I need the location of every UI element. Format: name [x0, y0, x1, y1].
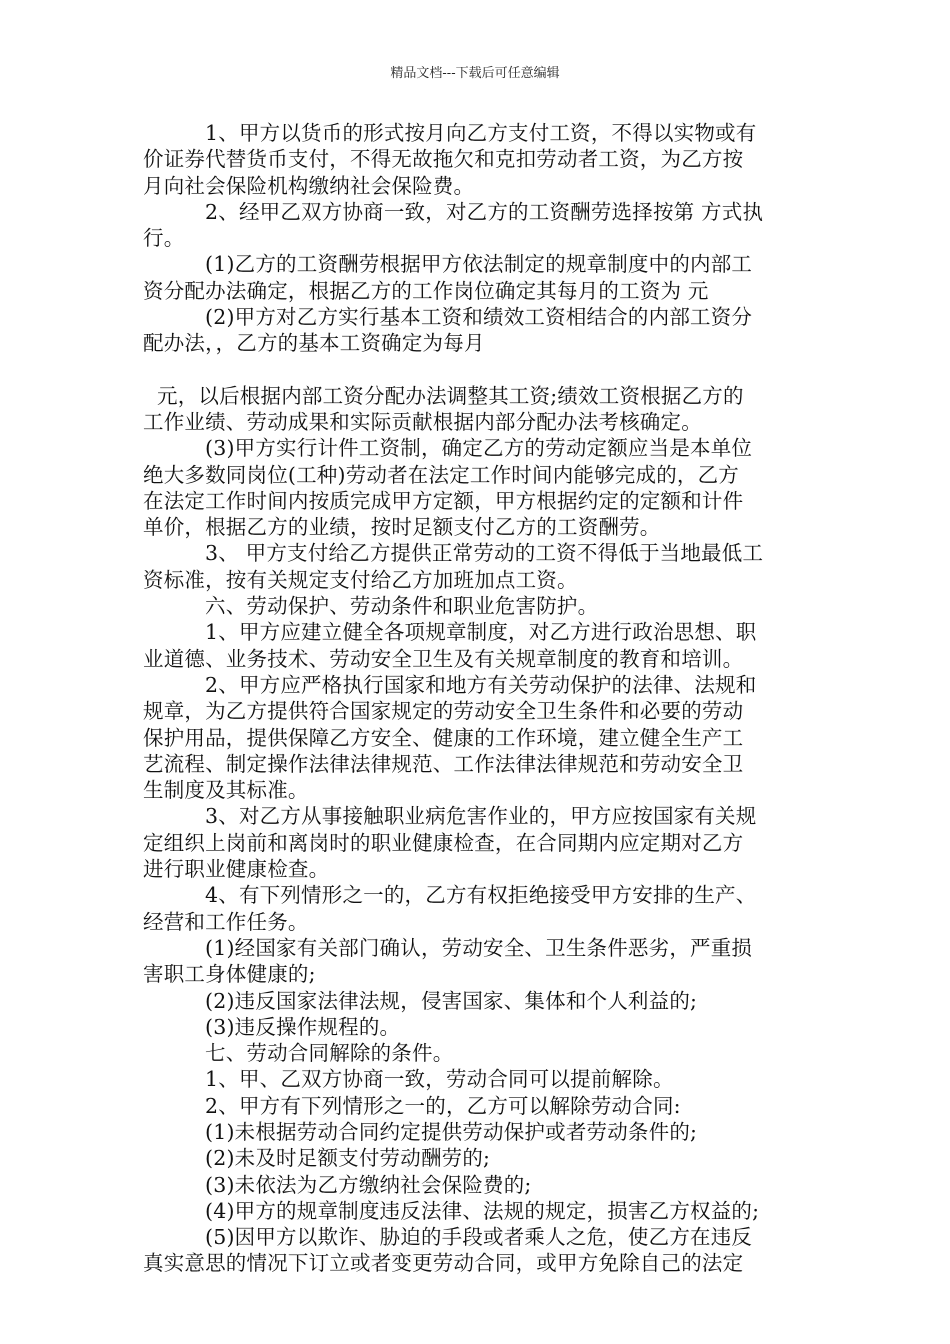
paragraph-line: (3)未依法为乙方缴纳社会保险费的; — [205, 1172, 532, 1197]
paragraph-line: 真实意思的情况下订立或者变更劳动合同，或甲方免除自己的法定 — [143, 1251, 744, 1276]
paragraph-line: 资标准，按有关规定支付给乙方加班加点工资。 — [143, 567, 578, 592]
document-body — [143, 120, 813, 1277]
paragraph-line: 2、甲方有下列情形之一的，乙方可以解除劳动合同: — [205, 1093, 681, 1118]
paragraph-line: (2)违反国家法律法规，侵害国家、集体和个人利益的; — [205, 988, 698, 1013]
paragraph-line: 在法定工作时间内按质完成甲方定额，甲方根据约定的定额和计件 — [143, 488, 744, 513]
paragraph-line: 1、甲方应建立健全各项规章制度，对乙方进行政治思想、职 — [205, 620, 757, 645]
paragraph-line: 经营和工作任务。 — [143, 909, 309, 934]
section-heading: 六、劳动保护、劳动条件和职业危害防护。 — [205, 594, 599, 619]
paragraph-line: 配办法，，乙方的基本工资确定为每月 — [143, 331, 485, 356]
paragraph-line: 单价，根据乙方的业绩，按时足额支付乙方的工资酬劳。 — [143, 515, 661, 540]
paragraph-line: 资分配办法确定，根据乙方的工作岗位确定其每月的工资为 元 — [143, 278, 709, 303]
paragraph-line: 定组织上岗前和离岗时的职业健康检查，在合同期内应定期对乙方 — [143, 830, 744, 855]
paragraph-line: 行。 — [143, 226, 185, 251]
paragraph-line: 保护用品，提供保障乙方安全、健康的工作环境，建立健全生产工 — [143, 725, 744, 750]
paragraph-line: 3、 甲方支付给乙方提供正常劳动的工资不得低于当地最低工 — [205, 541, 764, 566]
paragraph-line: (3)违反操作规程的。 — [205, 1014, 401, 1039]
paragraph-line: 绝大多数同岗位(工种)劳动者在法定工作时间内能够完成的，乙方 — [143, 462, 739, 487]
paragraph-line: (4)甲方的规章制度违反法律、法规的规定，损害乙方权益的; — [205, 1198, 760, 1223]
paragraph-line: 月向社会保险机构缴纳社会保险费。 — [143, 173, 475, 198]
paragraph-line: (2)未及时足额支付劳动酬劳的; — [205, 1146, 491, 1171]
paragraph-line: 害职工身体健康的; — [143, 962, 316, 987]
paragraph-line: 1、甲方以货币的形式按月向乙方支付工资，不得以实物或有 — [205, 121, 757, 145]
paragraph-line: 进行职业健康检查。 — [143, 857, 330, 882]
paragraph-line: 艺流程、制定操作法律法律规范、工作法律法律规范和劳动安全卫 — [143, 751, 744, 776]
paragraph-line: 2、甲方应严格执行国家和地方有关劳动保护的法律、法规和 — [205, 672, 757, 697]
paragraph-line: (1)未根据劳动合同约定提供劳动保护或者劳动条件的; — [205, 1119, 698, 1144]
section-heading: 七、劳动合同解除的条件。 — [205, 1041, 454, 1066]
paragraph-line: 工作业绩、劳动成果和实际贡献根据内部分配办法考核确定。 — [143, 409, 702, 434]
paragraph-line: (1)乙方的工资酬劳根据甲方依法制定的规章制度中的内部工 — [205, 252, 753, 277]
paragraph-line: 规章，为乙方提供符合国家规定的劳动安全卫生条件和必要的劳动 — [143, 699, 744, 724]
blank-gap — [143, 357, 813, 383]
paragraph-line: 2、经甲乙双方协商一致，对乙方的工资酬劳选择按第 方式执 — [205, 199, 764, 224]
paragraph-line: 元，以后根据内部工资分配办法调整其工资;绩效工资根据乙方的 — [157, 383, 744, 408]
paragraph-line: 4、有下列情形之一的，乙方有权拒绝接受甲方安排的生产、 — [205, 883, 757, 908]
paragraph-line: 价证券代替货币支付，不得无故拖欠和克扣劳动者工资，为乙方按 — [143, 147, 744, 172]
page-header: 精品文档---下载后可任意编辑 — [390, 66, 560, 81]
paragraph-line: (1)经国家有关部门确认，劳动安全、卫生条件恶劣，严重损 — [205, 935, 753, 960]
paragraph-line: 生制度及其标准。 — [143, 778, 309, 803]
paragraph-line: 业道德、业务技术、劳动安全卫生及有关规章制度的教育和培训。 — [143, 646, 744, 671]
paragraph-line: (5)因甲方以欺诈、胁迫的手段或者乘人之危，使乙方在违反 — [205, 1225, 753, 1250]
paragraph-line: 3、对乙方从事接触职业病危害作业的，甲方应按国家有关规 — [205, 804, 757, 829]
paragraph-line: (2)甲方对乙方实行基本工资和绩效工资相结合的内部工资分 — [205, 305, 753, 330]
paragraph-line: (3)甲方实行计件工资制，确定乙方的劳动定额应当是本单位 — [205, 436, 753, 461]
paragraph-line: 1、甲、乙双方协商一致，劳动合同可以提前解除。 — [205, 1067, 674, 1092]
